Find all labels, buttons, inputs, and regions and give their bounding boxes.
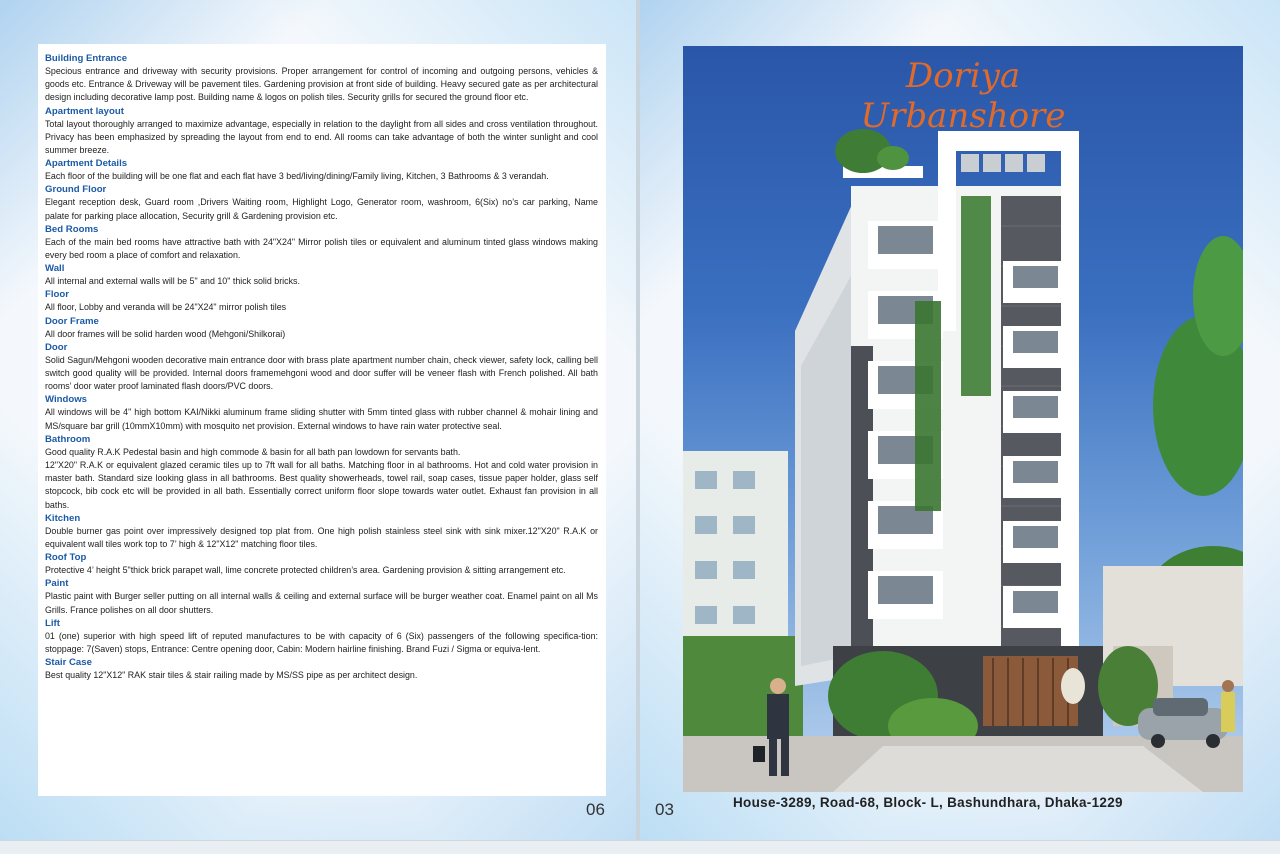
section-body: Double burner gas point over impressively designed top plat from. One high polish stainless steel sink with sink mixer.12"X20" R.A.K or equivalent wall tiles work top to 7’ high & 12"X12" matching floor tiles. [45,525,598,550]
section-heading: Building Entrance [45,53,128,64]
section-heading: Roof Top [45,552,87,564]
title-line-1: Doriya [905,56,1021,96]
section-body: All internal and external walls will be 5" and 10" thick solid bricks. [45,276,300,287]
section-heading: Ground Floor [45,184,107,196]
section-heading: Paint [45,578,69,590]
section-body: Plastic paint with Burger seller putting on all internal walls & ceiling and external surface will be burger weather coat. Enamel paint on all Ms Grills. France polishes on all door shutters. [45,591,598,615]
section-body: All floor, Lobby and veranda will be 24"X24" mirror polish tiles [45,302,287,313]
section-heading: Door Frame [45,315,99,327]
section-body: Each of the main bed rooms have attractive bath with 24"X24" Mirror polish tiles or equivalent and aluminum tinted glass windows making every bed room a place of comfort and relaxation. [45,236,598,261]
section-heading: Lift [45,617,60,629]
section-body: 01 (one) superior with high speed lift of reputed manufactures to be with capacity of 6 (Six) passengers of the following specifica-tion: stoppage: 7(Saven) stops, Entrance: Centre opening door, Cabin: Modern hairline finishing. Brand Fuzi / Sigma or equiva-lent. [45,630,598,655]
building-rendering-image [683,46,1243,792]
section-body: Total layout thoroughly arranged to maximize advantage, especially in relation to the daylight from all sides and cross ventilation throughout. Privacy has been emphasized by spreading the layout from end to end. All rooms can take advantage of both the winter sunlight and cool summer breeze. [45,118,598,156]
section-heading: Door [45,341,68,353]
section-heading: Floor [45,289,69,301]
section-body: Each floor of the building will be one flat and each flat have 3 bed/living/dining/Family living, Kitchen, 3 Bathrooms & 3 verandah. [45,171,549,182]
section-body: 12"X20" R.A.K or equivalent glazed ceramic tiles up to 7ft wall for all baths. Matching floor in al bathrooms. Hot and cold water provision in master bath. Standard size looking glass in all bathrooms. Best quality showerheads, towel rail, soap cases, tissue paper holder, glass self stopcock, bib cock etc will be provided in all bath. Essentially correct uniform floor slope towards water outlet. Exhaust fan provision in all baths. [45,460,598,510]
section-heading: Windows [45,394,88,406]
section-body: Solid Sagun/Mehgoni wooden decorative main entrance door with brass plate apartment number chain, check viewer, safety lock, calling bell switch good quality will be provided. Internal doors framemehgoni wood and door suffer will be veneer flash with French polished. All bath rooms’ door water proof laminated flash doors/PVC doors. [45,354,598,392]
section-body: Protective 4’ height 5"thick brick parapet wall, lime concrete protected children’s area. Gardening provision & sitting arrangement etc. [45,565,566,576]
specifications-panel [38,44,606,796]
section-body: Good quality R.A.K Pedestal basin and high commode & basin for all bath pan lowdown for servants bath. [45,446,461,457]
section-body: All windows will be 4" high bottom KAI/Nikki aluminum frame sliding shutter with 5mm tinted glass with rubber channel & mohair lining and MS/square bar grill (10mmX10mm) with mosquito net provision. External windows to have rain water protective seal. [45,407,598,431]
section-body: Elegant reception desk, Guard room ,Drivers Waiting room, Highlight Logo, Generator room, washroom, 6(Six) no’s car parking, Name palate for parking place allocation, Security grill & Gardening provision etc. [45,197,598,221]
title-line-2: Urbanshore [860,96,1066,136]
section-body: Specious entrance and driveway with security provisions. Proper arrangement for control of incoming and outgoing persons, vehicles & goods etc. Entrance & Driveway will be pavement tiles. Gardening provision at front side of building. Heavy secured gate as per architectural design including decorative lamp post. Building name & logos on polish tiles. Security grills for secured the ground floor etc. [45,66,598,103]
section-heading: Kitchen [45,512,81,524]
project-title [683,56,1243,136]
right-page-number: 03 [655,800,674,819]
section-heading: Apartment Details [45,158,128,170]
section-heading: Wall [45,263,65,275]
section-heading: Apartment layout [45,105,124,117]
section-body: All door frames will be solid harden wood (Mehgoni/Shilkorai) [45,328,286,339]
left-page-number: 06 [586,800,605,819]
section-heading: Stair Case [45,657,92,669]
specifications-list [45,52,598,683]
left-page [0,0,636,840]
section-body: Best quality 12"X12" RAK stair tiles & stair railing made by MS/SS pipe as per architect design. [45,670,418,681]
section-heading: Bathroom [45,433,91,445]
section-heading: Bed Rooms [45,223,99,235]
building-illustration [683,46,1243,792]
bottom-edge [0,840,1280,854]
project-address: House-3289, Road-68, Block- L, Bashundhara, Dhaka-1229 [733,795,1123,810]
